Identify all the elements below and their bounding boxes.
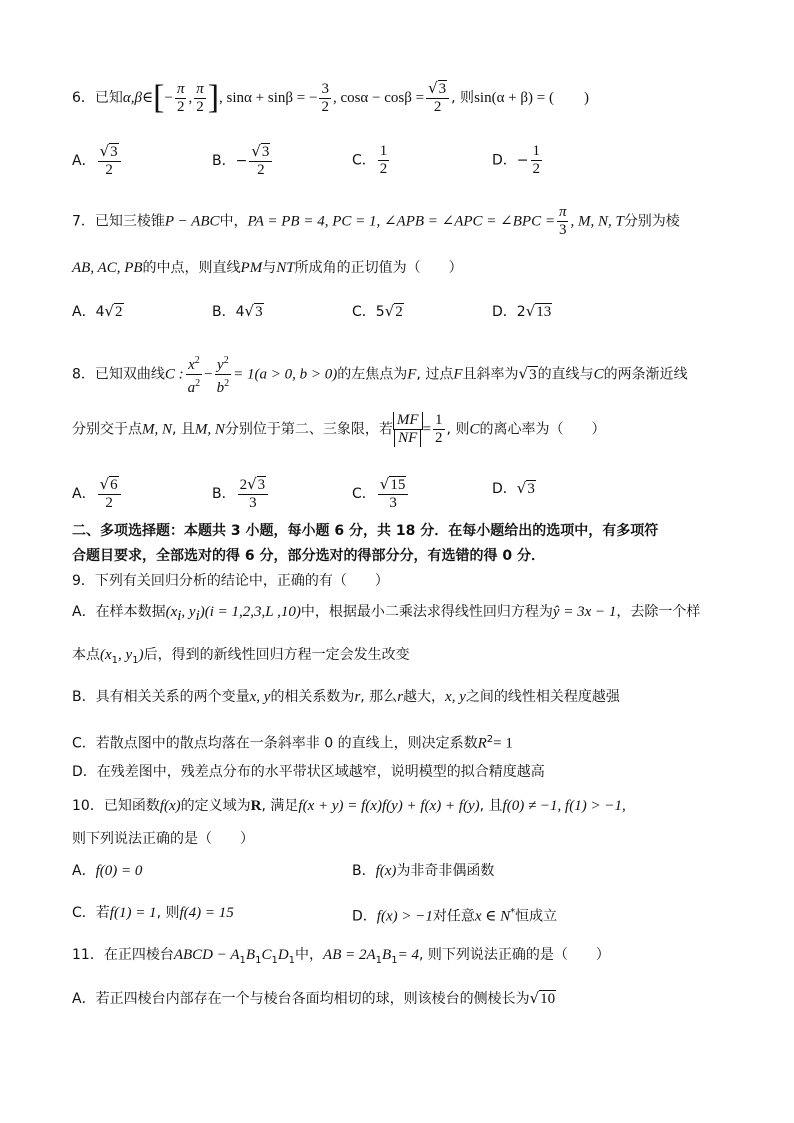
question-8-stem-line2: 分别交于点M, N, 且M, N分别位于第二、三象限，若 $\frac{MF}{NF}$ = $\frac{1}{2}$ , 则C的离心率为（ ） [72,412,606,446]
q7-option-b[interactable]: B．4√3 [212,302,263,320]
q8-option-b[interactable]: B． $\frac{2√3}{3}$ [212,476,270,512]
q9-option-d[interactable]: D．在残差图中，残差点分布的水平带状区域越窄，说明模型的拟合精度越高 [72,764,545,780]
question-11-stem: 11．在正四棱台ABCD − $A_1B_1C_1D_1$中，AB = $2A_1B_1= 4$, 则下列说法正确的是（ ） [72,947,610,966]
q7-option-c[interactable]: C．5√2 [352,302,403,320]
question-7-stem-line2: AB, AC, PB的中点，则直线PM与NT所成角的正切值为（ ） [72,260,463,276]
q9-option-b[interactable]: B．具有相关关系的两个变量x, y的相关系数为r, 那么r越大，x, y之间的线性相关程度越强 [72,689,620,705]
section-2-heading-line1: 二、多项选择题：本题共 3 小题，每小题 6 分，共 18 分．在每小题给出的选项中，有多项符 [72,523,659,539]
q9-option-a-line2: 本点($x_1$, $y_1$)后，得到的新线性回归方程一定会发生改变 [72,647,410,666]
q8-option-d[interactable]: D．√3 [492,479,535,497]
q9-option-c[interactable]: C．若散点图中的散点均落在一条斜率非 0 的直线上，则决定系数$R^2= 1$ [72,734,513,752]
q10-option-b[interactable]: B．f(x)为非奇非偶函数 [352,863,495,879]
question-6-stem: 6．已知α,β∈[− $\frac{\pi}{2}$ , $\frac{\pi}{2}$ ], sinα + sinβ = − $\frac{3}{2}$ , cosα − cosβ = $\frac{√3}{2}$ , 则sin(α + β) = ( ) [72,79,589,116]
q11-option-a[interactable]: A．若正四棱台内部存在一个与棱台各面均相切的球，则该棱台的侧棱长为√10 [72,989,556,1007]
q7-option-d[interactable]: D．2√13 [492,302,552,320]
fraction: $\frac{\pi}{2}$ [196,80,204,115]
q8-option-a[interactable]: A． $\frac{√6}{2}$ [72,476,123,512]
fraction: $\frac{\pi}{2}$ [176,80,185,115]
q7-option-a[interactable]: A．4√2 [72,302,123,320]
q10-option-c[interactable]: C．若f(1) = 1, 则f(4) = 15 [72,905,234,921]
question-7-stem-line1: 7．已知三棱锥P − ABC中，PA = PB = 4, PC = 1, ∠APB = ∠APC = ∠BPC = $\frac{\pi}{3}$ , M, N, T分别为棱 [72,204,680,238]
fraction: $\frac{√3}{2}$ [426,80,449,116]
question-10-stem-line2: 则下列说法正确的是（ ） [72,831,254,847]
q6-option-a[interactable]: A． $\frac{√3}{2}$ [72,143,123,179]
question-9-stem: 9．下列有关回归分析的结论中，正确的有（ ） [72,573,389,589]
section-2-heading-line2: 合题目要求，全部选对的得 6 分，部分选对的得部分分，有选错的得 0 分． [72,548,545,564]
question-8-stem-line1: 8．已知双曲线C : $\frac{x^2}{a^2}$ − $\frac{y^2}{b^2}$ = 1(a > 0, b > 0)的左焦点为F, 过点F且斜率为√3的直线与C的两条渐近线 [72,352,734,397]
fraction: $\frac{3}{2}$ [321,80,329,115]
q6-option-b[interactable]: B．− $\frac{√3}{2}$ [212,143,274,179]
q6-option-c[interactable]: C． $\frac{1}{2}$ [352,143,388,177]
q6-option-d[interactable]: D．− $\frac{1}{2}$ [492,143,541,177]
q10-option-d[interactable]: D．f(x) > −1对任意x ∈ N*恒成立 [352,907,558,925]
question-10-stem-line1: 10．已知函数f(x)的定义域为R, 满足f(x + y) = f(x)f(y) + f(x) + f(y), 且f(0) ≠ −1, f(1) > −1, [72,798,626,814]
q8-option-c[interactable]: C． $\frac{√15}{3}$ [352,476,410,512]
q9-option-a-line1[interactable]: A．在样本数据($x_i$, $y_i)(i = 1,2,3,L$ ,10)中，根据最小二乘法求得线性回归方程为ŷ = 3x − 1，去除一个样 [72,604,701,624]
q10-option-a[interactable]: A．f(0) = 0 [72,863,143,879]
